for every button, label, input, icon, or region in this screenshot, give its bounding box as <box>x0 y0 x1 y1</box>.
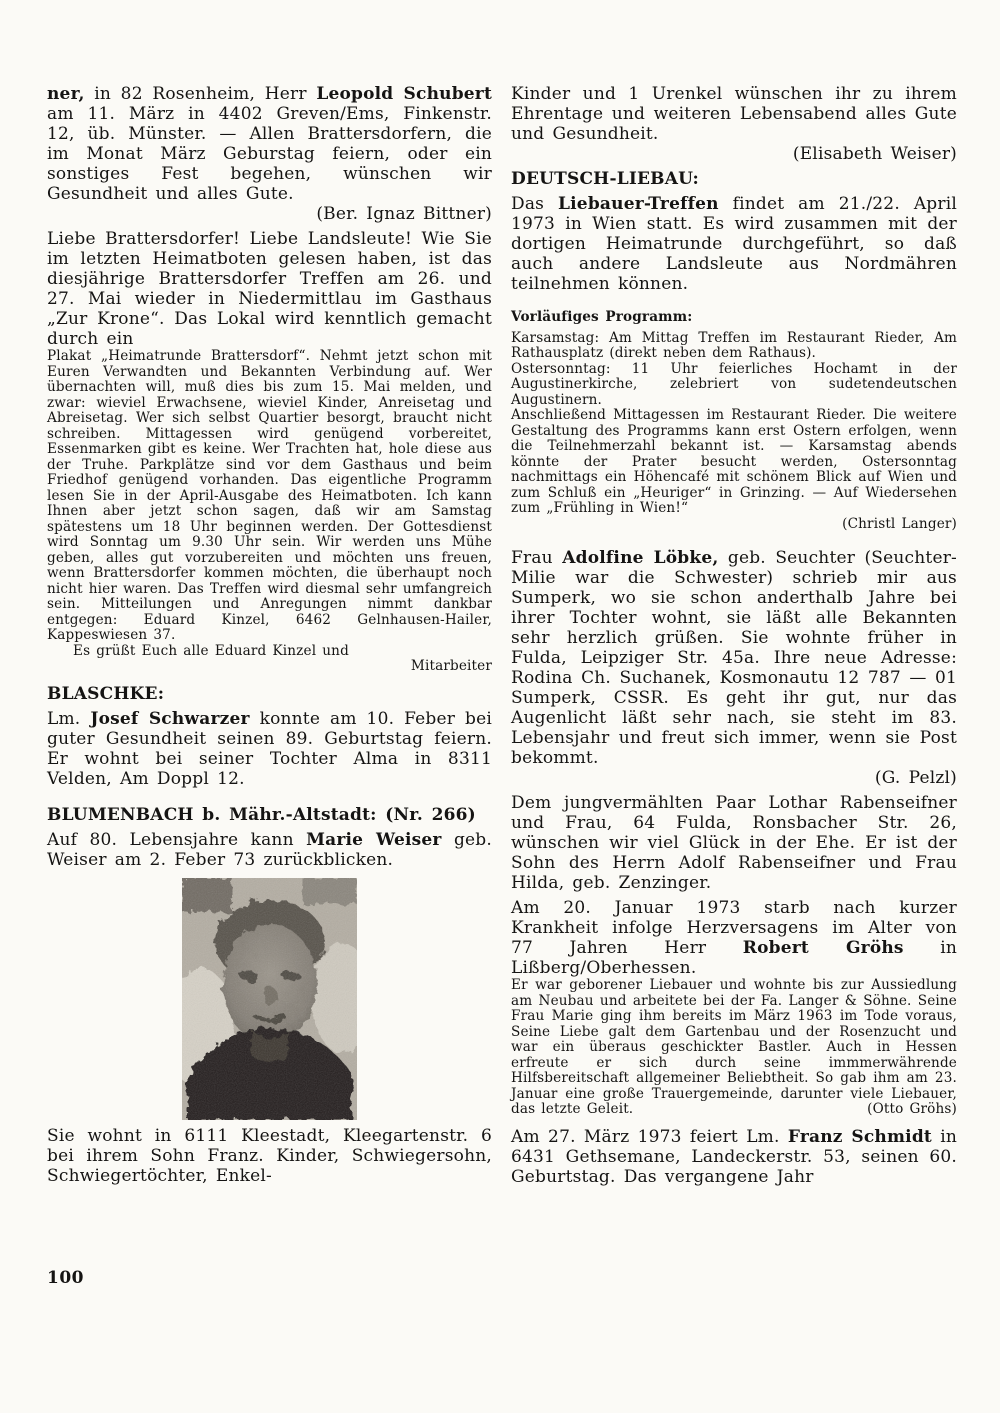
text-run: Sie wohnt in 6111 Kleestadt, Kleegartenstr. 6 bei ihrem Sohn Franz. Kinder, Schwiegersohn, Schwiegertöchter, Enkel- <box>47 1125 492 1186</box>
text-run: Mitarbeiter <box>410 658 492 674</box>
section-heading <box>47 684 492 704</box>
text-run: (Elisabeth Weiser) <box>792 144 957 164</box>
paragraph <box>511 84 957 144</box>
text-run: (Nr. 266) <box>376 804 476 825</box>
byline <box>511 517 957 533</box>
text-run: in 6431 Gethsemane, Landeckerstr. 53, seinen 60. Geburtstag. Das vergangene Jahr <box>511 1126 958 1187</box>
byline <box>47 659 492 675</box>
paragraph <box>511 898 957 978</box>
paragraph <box>47 84 492 204</box>
bold-text-run: Vorläufiges Programm: <box>511 309 693 325</box>
text-run: findet am 21./22. April 1973 in Wien statt. Es wird zusammen mit der dortigen Heimatrunde durchgeführt, so daß auch andere Landsleute aus Nordmähren teilnehmen können. <box>511 194 957 294</box>
text-run: Dem jungvermählten Paar Lothar Rabenseifner und Frau, 64 Fulda, Ronsbacher Str. 26, wünschen wir viel Glück in der Ehe. Er ist der Sohn des Herrn Adolf Rabenseifner und Frau Hilda, geb. Zenzinger. <box>511 793 957 893</box>
paragraph <box>47 644 492 660</box>
text-run: Frau <box>511 548 563 568</box>
bold-text-run: Josef Schwarzer <box>90 708 250 729</box>
portrait-photo-image <box>182 878 357 1120</box>
bold-text-run: Robert Gröhs <box>742 938 904 958</box>
text-run: Liebe Brattersdorfer! Liebe Landsleute! Wie Sie im letzten Heimatboten gelesen haben, ist das diesjährige Brattersdorfer Treffen am 26. und 27. Mai wieder in Niedermittlau im Gasthaus „Zur Krone“. Das Lokal wird kenntlich gemacht durch ein <box>47 229 492 349</box>
left-column <box>47 84 492 1186</box>
text-run: Ostersonntag: 11 Uhr feierliches Hochamt in der Augustinerkirche, zelebriert von sudetendeutschen Augustinern. <box>511 360 957 408</box>
right-column <box>511 84 957 1187</box>
section-heading <box>511 310 957 326</box>
paragraph <box>511 978 957 1118</box>
text-run: am 11. März in 4402 Greven/Ems, Finkenstr. 12, üb. Münster. — Allen Brattersdorfern, die im Monat März Geburstag feiern, oder ein sonstiges Fest begehen, wünschen wir Gesundheit und alles Gute. <box>47 104 492 204</box>
bold-text-run: Liebauer-Treffen <box>558 194 719 214</box>
section-heading <box>47 805 492 825</box>
text-run: Am 27. März 1973 feiert Lm. <box>511 1126 788 1147</box>
paragraph <box>511 194 957 294</box>
text-run: Er war geborener Liebauer und wohnte bis zur Aussiedlung am Neubau und arbeitete bei der Fa. Langer & Söhne. Seine Frau Marie ging ihm bereits im März 1963 im Tode voraus, Seine Liebe galt dem Gartenbau und der Rosenzucht und war ein überaus geschickter Bastler. Auch in Hessen erfreute er sich durch seine immmerwährende Hilfsbereitschaft allgemeiner Beliebtheit. So gab ihm am 23. Januar eine große Trauergemeinde, darunter viele Liebauer, das letzte Geleit. <box>511 977 957 1117</box>
paragraph <box>47 1126 492 1186</box>
paragraph <box>511 362 957 409</box>
text-run: Es grüßt Euch alle Eduard Kinzel und <box>73 642 349 659</box>
bold-text-run: ner, <box>47 84 85 104</box>
bold-text-run: Marie Weiser <box>306 829 442 850</box>
text-run: Das <box>511 194 558 214</box>
text-run: in Lißberg/Oberhessen. <box>511 938 957 978</box>
paragraph <box>47 709 492 789</box>
text-run: (Christl Langer) <box>842 515 957 532</box>
text-run: (Otto Gröhs) <box>867 1101 957 1117</box>
byline <box>511 768 957 788</box>
text-run: Kinder und 1 Urenkel wünschen ihr zu ihrem Ehrentage und weiteren Lebensabend alles Gute und Gesundheit. <box>511 84 957 144</box>
text-run: in 82 Rosenheim, Herr <box>84 84 317 104</box>
portrait-photo <box>182 878 357 1120</box>
paragraph <box>47 349 492 644</box>
bold-text-run: DEUTSCH-LIEBAU: <box>511 169 700 189</box>
paragraph <box>511 548 957 768</box>
bold-text-run: BLASCHKE: <box>47 683 165 704</box>
text-run: Auf 80. Lebensjahre kann <box>47 829 307 850</box>
paragraph <box>511 331 957 362</box>
text-run: geb. Weiser am 2. Feber 73 zurückblicken. <box>47 829 492 870</box>
bold-text-run: BLUMENBACH b. Mähr.-Altstadt: <box>47 804 377 825</box>
paragraph <box>511 793 957 893</box>
paragraph <box>47 229 492 349</box>
text-run: Anschließend Mittagessen im Restaurant Rieder. Die weitere Gestaltung des Programms kann erst Ostern erfolgen, wenn die Teilnehmerzahl bekannt ist. — Karsamstag abends könnte der Prater besucht werden, Ostersonntag nachmittags ein Höhencafé mit schönem Blick auf Wien und zum Schluß ein „Heuriger“ in Grinzing. — Auf Wiedersehen zum „Frühling in Wien!“ <box>511 407 957 516</box>
text-run: Plakat „Heimatrunde Brattersdorf“. Nehmt jetzt schon mit Euren Verwandten und Bekannten Verbindung auf. Wer übernachten will, muß dies bis zum 15. Mai melden, und zwar: wieviel Erwachsene, wieviel Kinder, Anreisetag und Abreisetag. Wer sich selbst Quartier besorgt, braucht nicht schreiben. Mittagessen wird genügend vorbereitet, Essenmarken gibt es keine. Wer Trachten hat, hole diese aus der Truhe. Parkplätze sind vor dem Gasthaus und beim Friedhof genügend vorhanden. Das eigentliche Programm lesen Sie in der April-Ausgabe des Heimatboten. Ich kann Ihnen aber jetzt schon sagen, daß wir am Samstag spätestens um 18 Uhr beginnen werden. Der Gottesdienst wird Sonntag um 9.30 Uhr sein. Wir werden uns Mühe geben, alles gut vorzubereiten und möchten uns freuen, wenn Brattersdorfer kommen möchten, die überhaupt noch nicht hier waren. Das Treffen wird diesmal sehr umfangreich sein. Mitteilungen und Anregungen nimmt dankbar entgegen: Eduard Kinzel, 6462 Gelnhausen-Hailer, Kappeswiesen 37. <box>47 348 492 643</box>
bold-text-run: Leopold Schubert <box>316 84 493 104</box>
text-run: Karsamstag: Am Mittag Treffen im Restaurant Rieder, Am Rathausplatz (direkt neben dem Rathaus). <box>511 329 957 361</box>
byline <box>47 204 492 224</box>
byline <box>511 144 957 164</box>
text-run: (Ber. Ignaz Bittner) <box>316 204 492 224</box>
bold-text-run: Franz Schmidt <box>787 1126 932 1147</box>
bold-text-run: Adolfine Löbke, <box>562 548 719 568</box>
paragraph <box>47 830 492 870</box>
section-heading <box>511 169 957 189</box>
page-number: 100 <box>47 1268 84 1288</box>
text-run: Am 20. Januar 1973 starb nach kurzer Krankheit infolge Herzversagens im Alter von 77 Jahren Herr <box>511 898 957 958</box>
text-run: (G. Pelzl) <box>874 768 957 788</box>
paragraph <box>511 1127 957 1187</box>
text-run: geb. Seuchter (Seuchter-Milie war die Schwester) schrieb mir aus Sumperk, wo sie schon anderthalb Jahre bei ihrer Tochter wohnt, sie läßt alle Bekannten sehr herzlich grüßen. Sie wohnte früher in Fulda, Leipziger Str. 45a. Ihre neue Adresse: Rodina Ch. Suchanek, Kosmonautu 12 787 — 01 Sumperk, CSSR. Es geht ihr gut, nur das Augenlicht läßt sehr nach, sie steht im 83. Lebensjahr und freut sich immer, wenn sie Post bekommt. <box>511 548 957 768</box>
text-run: konnte am 10. Feber bei guter Gesundheit seinen 89. Geburtstag feiern. Er wohnt bei seiner Tochter Alma in 8311 Velden, Am Doppl 12. <box>47 708 492 789</box>
paragraph <box>511 408 957 517</box>
text-run: Lm. <box>47 708 91 729</box>
